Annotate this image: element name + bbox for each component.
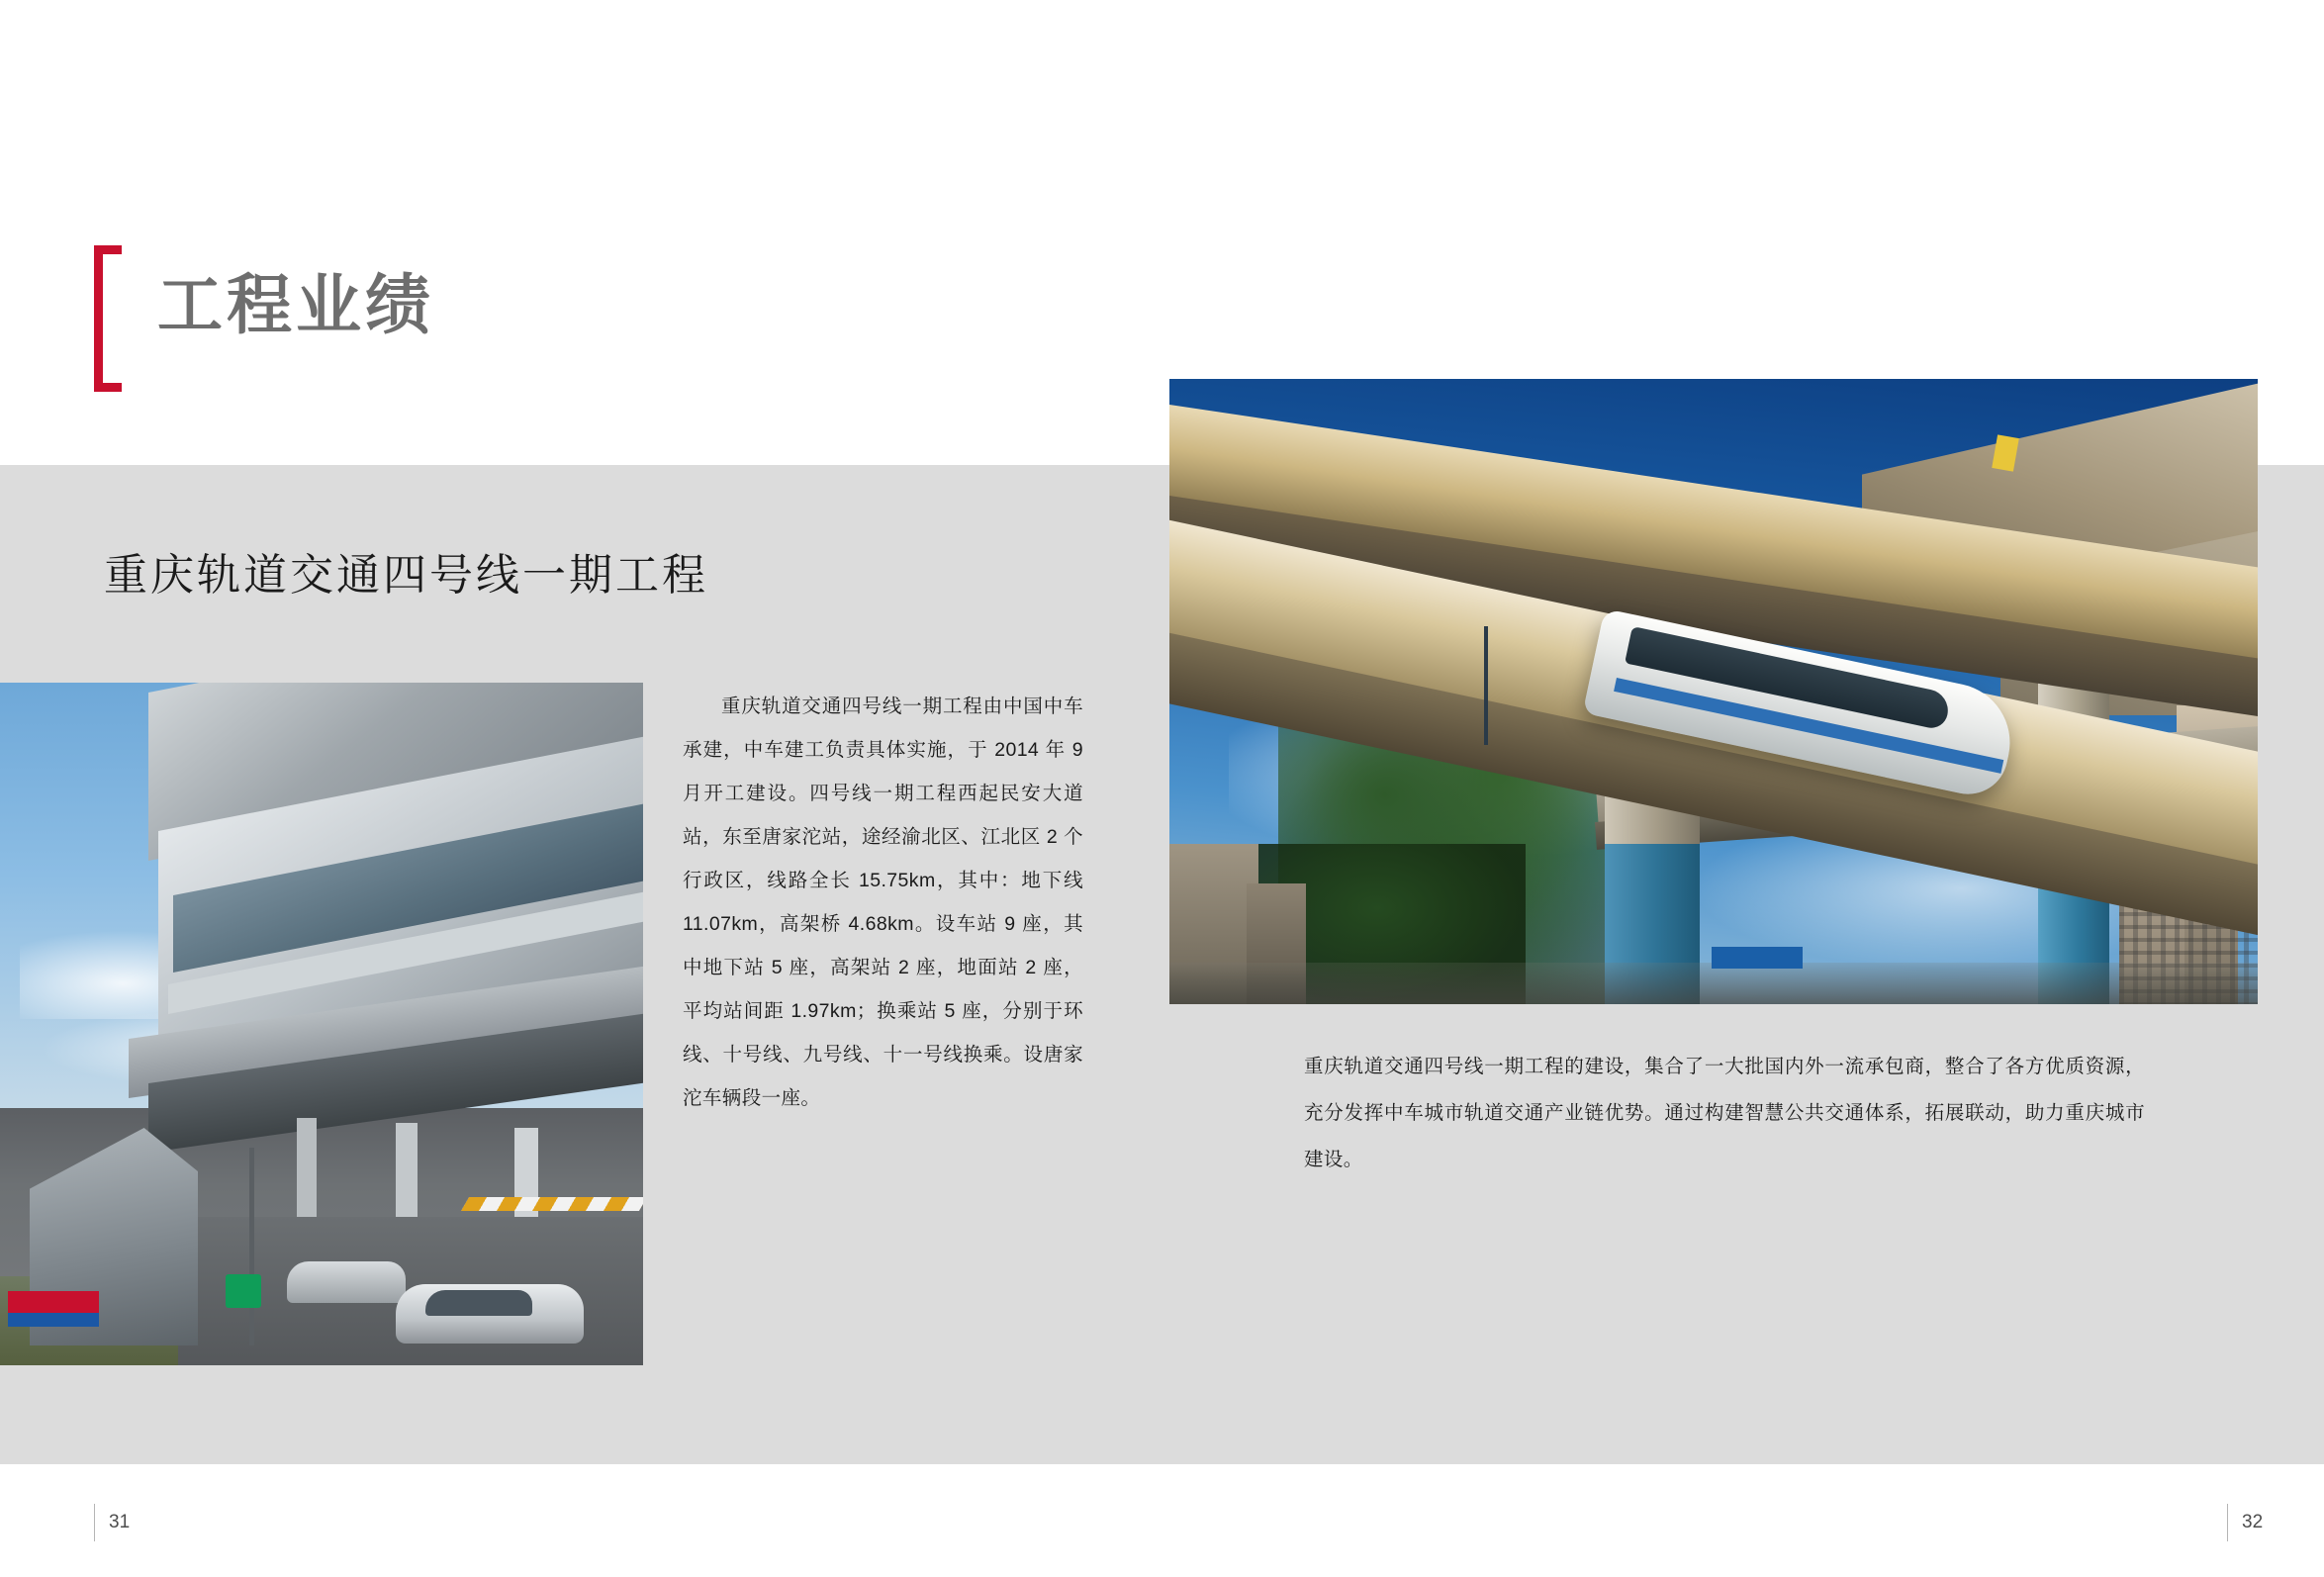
project-title: 重庆轨道交通四号线一期工程: [104, 551, 708, 600]
section-header: [94, 245, 434, 392]
footer-divider-left: [94, 1504, 95, 1541]
section-header-title: 工程业绩: [157, 268, 434, 341]
photo-entrance-sign: [8, 1291, 99, 1313]
photo-car-window: [425, 1290, 532, 1316]
page-number-right: 32: [2242, 1512, 2264, 1532]
photo-road-marking: [461, 1197, 643, 1211]
footer-divider-right: [2227, 1504, 2228, 1541]
photo-street-pole: [249, 1148, 254, 1345]
photo-green-sign: [226, 1274, 261, 1308]
page-number-left: 31: [109, 1512, 131, 1532]
photo-lamp-post: [1484, 626, 1488, 745]
photo-caption: 重庆轨道交通四号线一期工程的建设，集合了一大批国内外一流承包商，整合了各方优质资源，充分发挥中车城市轨道交通产业链优势。通过构建智慧公共交通体系，拓展联动，助力重庆城市建设。: [1304, 1056, 2145, 1170]
project-description: 重庆轨道交通四号线一期工程由中国中车承建，中车建工负责具体实施，于 2014 年 9 月开工建设。四号线一期工程西起民安大道站，东至唐家沱站，途经渝北区、江北区 2 个行政区，线路全长 15.75km，其中：地下线 11.07km，高架桥 4.68km。设车站 9 座，其中地下站 5 座，高架站 2 座，地面站 2 座，平均站间距 1.97km；换乘站 5 座，分别于环线、十号线、九号线、十一号线换乘。设唐家沱车辆段一座。: [683, 696, 1083, 1109]
red-bracket-icon: [94, 245, 122, 392]
photo-monorail-viaduct: [1169, 379, 2258, 1004]
photo-car: [287, 1261, 406, 1303]
photo-street-level: [1169, 963, 2258, 1004]
photo-street-sign: [1712, 947, 1803, 969]
photo-station-street: [0, 683, 643, 1365]
photo-entrance-sign-secondary: [8, 1313, 99, 1327]
